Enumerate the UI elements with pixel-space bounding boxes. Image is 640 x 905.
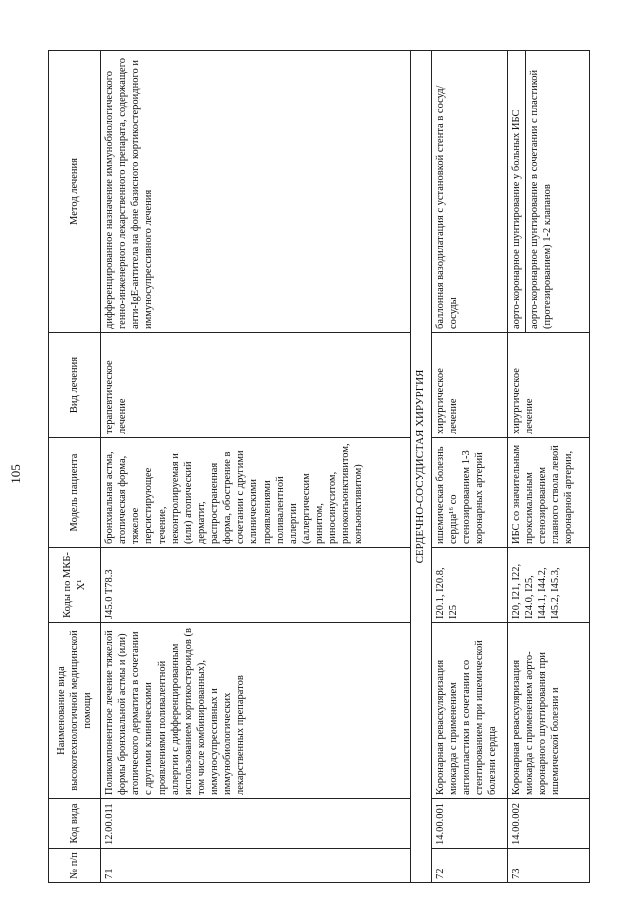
method-line-1: аорто-коронарное шунтирование у больных ИБС — [508, 51, 526, 332]
cell-model: ишемическая болезнь сердца¹⁶ со стенозированием 1-3 коронарных артерий — [431, 438, 507, 548]
cell-method: дифференцированное назначение иммунобиологического генно-инженерного лекарственного препарата, содержащего анти-IgE-антитела на фоне базисного кортикостероидного и иммуносупрессивного лечения — [101, 51, 411, 333]
cell-mkb: I20.1, I20.8, I25 — [431, 548, 507, 623]
cell-method-split — [507, 51, 589, 333]
cell-code: 14.00.002 — [507, 799, 589, 849]
cell-name: Поликомпонентное лечение тяжелой формы бронхиальной астмы и (или) атопического дерматита в сочетании с другими клиническими проявлениями поливалентной аллергии с дифференцированным использованием кортикостероидов (в том числе комбинированных), иммуносупрессивных и иммунобиологических лекарственных препаратов — [101, 623, 411, 799]
cell-name: Коронарная реваскуляризация миокарда с применением ангиопластики в сочетании со стентированием при ишемической болезни сердца — [431, 623, 507, 799]
cell-num: 71 — [101, 849, 411, 883]
cell-num: 72 — [431, 849, 507, 883]
cell-code: 12.00.011 — [101, 799, 411, 849]
page-number: 105 — [7, 464, 23, 484]
cell-code: 14.00.001 — [431, 799, 507, 849]
header-method: Метод лечения — [49, 51, 101, 333]
header-row — [49, 51, 101, 883]
cell-mkb: J45.0 T78.3 — [101, 548, 411, 623]
header-model: Модель пациента — [49, 438, 101, 548]
section-title: СЕРДЕЧНО-СОСУДИСТАЯ ХИРУРГИЯ — [411, 51, 432, 883]
header-mkb: Коды по МКБ-Х¹ — [49, 548, 101, 623]
section-row — [411, 51, 432, 883]
cell-mkb: I20, I21, I22, I24.0, I25, I44.1, I44.2, I45.2, I45.3, — [507, 548, 589, 623]
cell-name: Коронарная реваскуляризация миокарда с применением аорто-коронарного шунтирования при ишемической болезни и — [507, 623, 589, 799]
cell-model: ИБС со значительным проксимальным стенозированием главного ствола левой коронарной артерии, — [507, 438, 589, 548]
table-row — [431, 51, 507, 883]
cell-model: бронхиальная астма, атопическая форма, тяжелое персистирующее течение, неконтролируемая и (или) атопический дерматит, распространенная форма, обострение в сочетании с другими клиническими проявлениями поливалентной аллергии (аллергическим ринитом, риносинуситом, риноконъюнктивитом, конъюнктивитом) — [101, 438, 411, 548]
header-name: Наименование вида высокотехнологичной медицинской помощи — [49, 623, 101, 799]
table-row — [101, 51, 411, 883]
header-num: № п/п — [49, 849, 101, 883]
rotated-table-container — [48, 51, 588, 883]
cell-num: 73 — [507, 849, 589, 883]
cell-method: баллонная вазодилатация с установкой стента в сосуд/сосуды — [431, 51, 507, 333]
cell-treat-type: хирургическое лечение — [431, 333, 507, 438]
header-code: Код вида — [49, 799, 101, 849]
cell-treat-type: терапевтическое лечение — [101, 333, 411, 438]
cell-treat-type: хирургическое лечение — [507, 333, 589, 438]
header-treat-type: Вид лечения — [49, 333, 101, 438]
table-row — [507, 51, 589, 883]
method-line-2: аорто-коронарное шунтирование в сочетании с пластикой (протезированием) 1-2 клапанов — [528, 69, 553, 329]
treatment-table — [48, 50, 590, 883]
